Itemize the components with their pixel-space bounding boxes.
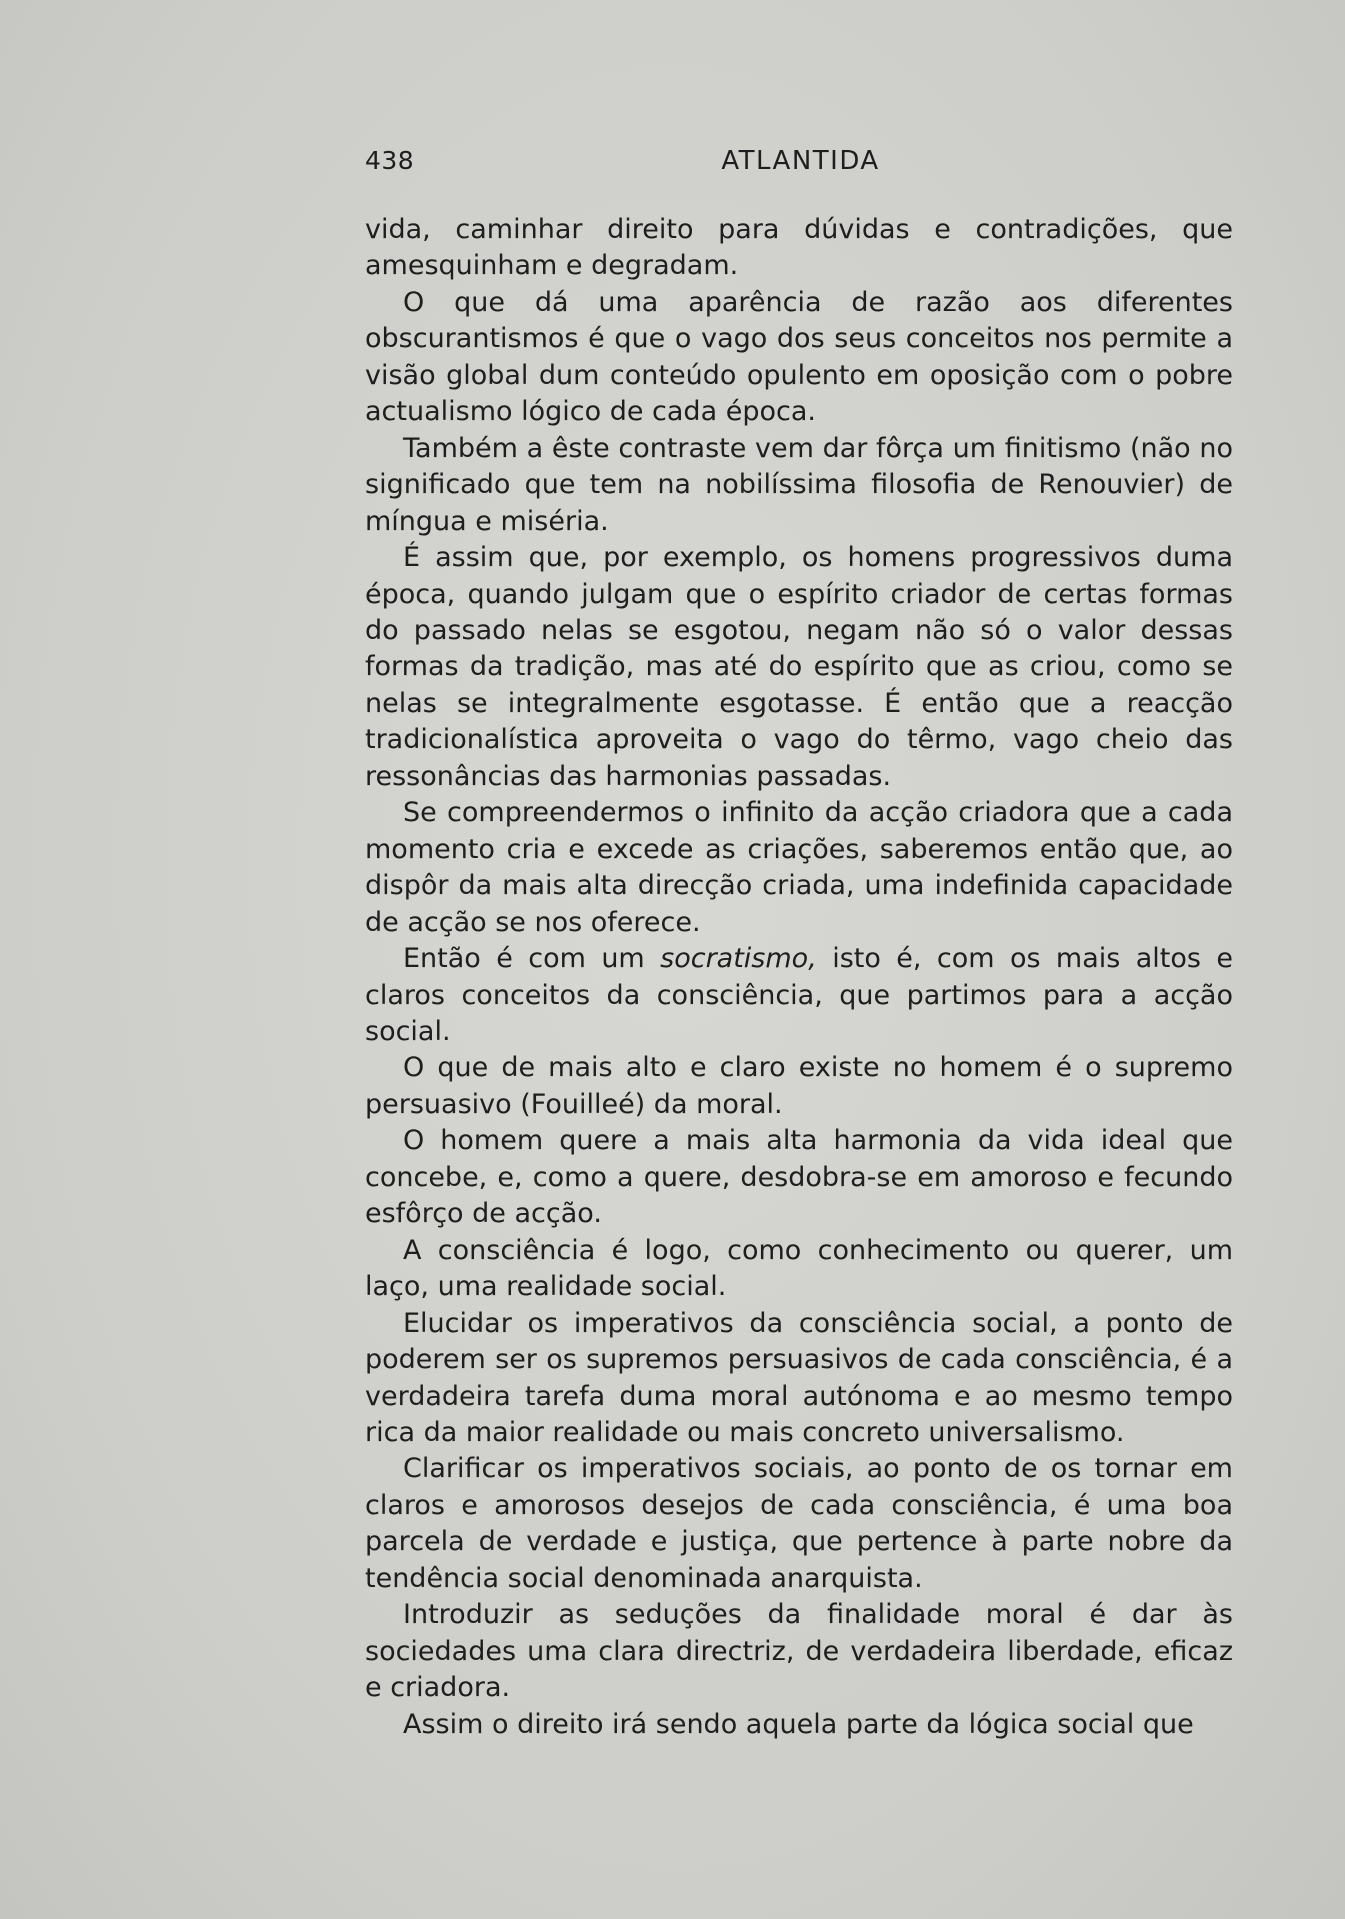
text-run: O que de mais alto e claro existe no homem é o supremo persuasivo (Fouilleé) da moral. [365, 1052, 1233, 1120]
running-title: ATLANTIDA [721, 146, 880, 176]
text-run: Elucidar os imperativos da consciência social, a ponto de poderem ser os supremos persuasivos de cada consciência, é a verdadeira tarefa duma moral autónoma e ao mesmo tempo rica da maior realidade ou mais concreto universalismo. [365, 1307, 1233, 1448]
body-text [365, 212, 1233, 1743]
text-run: O homem quere a mais alta harmonia da vida ideal que concebe, e, como a quere, desdobra-se em amoroso e fecundo esfôrço de acção. [365, 1125, 1233, 1230]
paragraph [365, 1597, 1233, 1706]
text-run: Também a êste contraste vem dar fôrça um finitismo (não no significado que tem na nobilíssima filosofia de Renouvier) de míngua e miséria. [365, 432, 1233, 537]
text-run: Então é com um [403, 943, 661, 975]
paragraph [365, 941, 1233, 1050]
paragraph [365, 540, 1233, 795]
paragraph [365, 212, 1233, 285]
paragraph [365, 285, 1233, 431]
italic-text: socratismo, [660, 943, 817, 975]
paragraph [365, 795, 1233, 941]
paragraph [365, 1707, 1233, 1743]
page-number: 438 [365, 146, 415, 175]
text-run: A consciência é logo, como conhecimento ou querer, um laço, uma realidade social. [365, 1234, 1233, 1303]
text-run: Clarificar os imperativos sociais, ao ponto de os tornar em claros e amorosos desejos de cada consciência, é uma boa parcela de verdade e justiça, que pertence à parte nobre da tendência social denominada anarquista. [365, 1453, 1233, 1594]
page-header [365, 146, 1236, 180]
text-run: Se compreendermos o infinito da acção criadora que a cada momento cria e excede as criações, saberemos então que, ao dispôr da mais alta direcção criada, uma indefinida capacidade de acção se nos oferece. [365, 797, 1233, 938]
paragraph [365, 431, 1233, 540]
text-run: O que dá uma aparência de razão aos diferentes obscurantismos é que o vago dos seus conceitos nos permite a visão global dum conteúdo opulento em oposição com o pobre actualismo lógico de cada época. [365, 286, 1233, 428]
paragraph [365, 1050, 1233, 1123]
text-run: vida, caminhar direito para dúvidas e contradições, que amesquinham e degradam. [365, 214, 1233, 282]
text-run: Assim o direito irá sendo aquela parte da lógica social que [403, 1708, 1194, 1740]
paragraph [365, 1451, 1233, 1597]
paragraph [365, 1123, 1233, 1232]
text-run: É assim que, por exemplo, os homens progressivos duma época, quando julgam que o espírito criador de certas formas do passado nelas se esgotou, negam não só o valor dessas formas da tradição, mas até do espírito que as criou, como se nelas se integralmente esgotasse. É então que a reacção tradicionalística aproveita o vago do têrmo, vago cheio das ressonâncias das harmonias passadas. [365, 542, 1233, 792]
paragraph [365, 1233, 1233, 1306]
text-run: Introduzir as seduções da finalidade moral é dar às sociedades uma clara directriz, de verdadeira liberdade, eficaz e criadora. [365, 1599, 1233, 1704]
text-run: isto é, com os mais altos e claros conceitos da consciência, que partimos para a acção social. [365, 943, 1233, 1047]
paragraph [365, 1306, 1233, 1452]
